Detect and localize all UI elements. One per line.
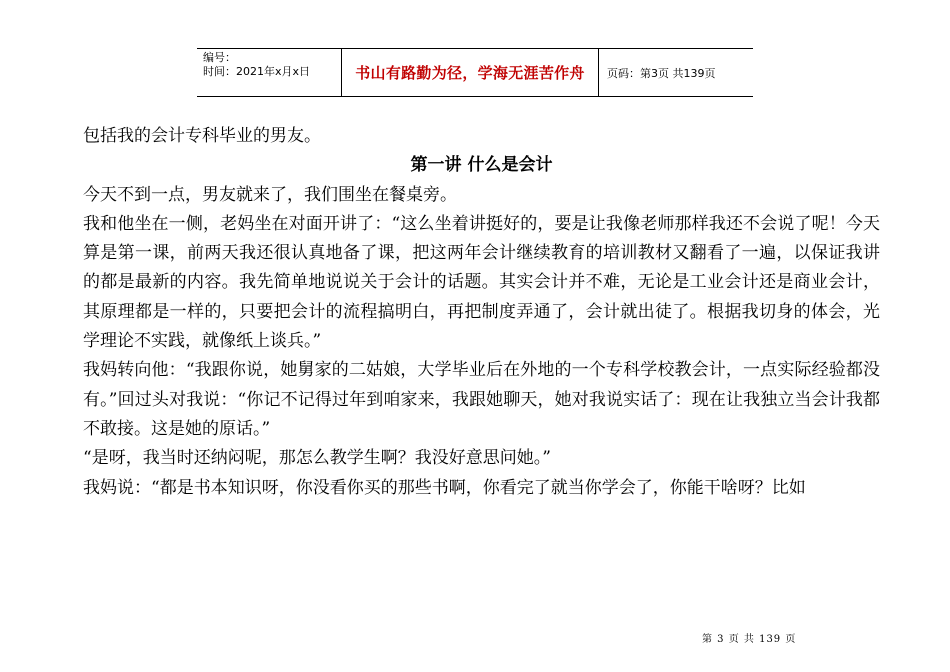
header-motto: 书山有路勤为径，学海无涯苦作舟 bbox=[341, 49, 599, 96]
header-time-label: 时间：2021年x月x日 bbox=[203, 65, 311, 78]
paragraph: 我妈转向他：“我跟你说，她舅家的二姑娘，大学毕业后在外地的一个专科学校教会计，一点实际经验都没有。”回过头对我说：“你记不记得过年到咱家来，我跟她聊天，她对我说实话了：现在让我独立当会计我都不敢接。这是她的原话。” bbox=[83, 360, 880, 439]
header-page-info: 页码：第3页 共139页 bbox=[607, 66, 716, 80]
paragraph: 我和他坐在一侧，老妈坐在对面开讲了：“这么坐着讲挺好的，要是让我像老师那样我还不会说了呢！今天算是第一课，前两天我还很认真地备了课，把这两年会计继续教育的培训教材又翻看了一遍，以保证我讲的都是最新的内容。我先简单地说说关于会计的话题。其实会计并不难，无论是工业会计还是商业会计，其原理都是一样的，只要把会计的流程搞明白，再把制度弄通了，会计就出徒了。根据我切身的体会，光学理论不实践，就像纸上谈兵。” bbox=[83, 213, 880, 352]
paragraph-intro: 包括我的会计专科毕业的男友。 bbox=[83, 126, 321, 146]
paragraph: 今天不到一点，男友就来了，我们围坐在餐桌旁。 bbox=[83, 184, 457, 205]
page-footer: 第 3 页 共 139 页 bbox=[702, 634, 797, 645]
header-number-label: 编号： bbox=[203, 51, 236, 64]
paragraph: “是呀，我当时还纳闷呢，那怎么教学生啊？我没好意思问她。” bbox=[83, 448, 551, 469]
section-title: 第一讲 什么是会计 bbox=[410, 155, 553, 176]
document-header bbox=[197, 48, 753, 97]
paragraph: 我妈说：“都是书本知识呀，你没看你买的那些书啊，你看完了就当你学会了，你能干啥呀？比如 bbox=[83, 477, 806, 498]
header-meta-cell bbox=[197, 49, 341, 96]
document-body bbox=[83, 122, 880, 503]
